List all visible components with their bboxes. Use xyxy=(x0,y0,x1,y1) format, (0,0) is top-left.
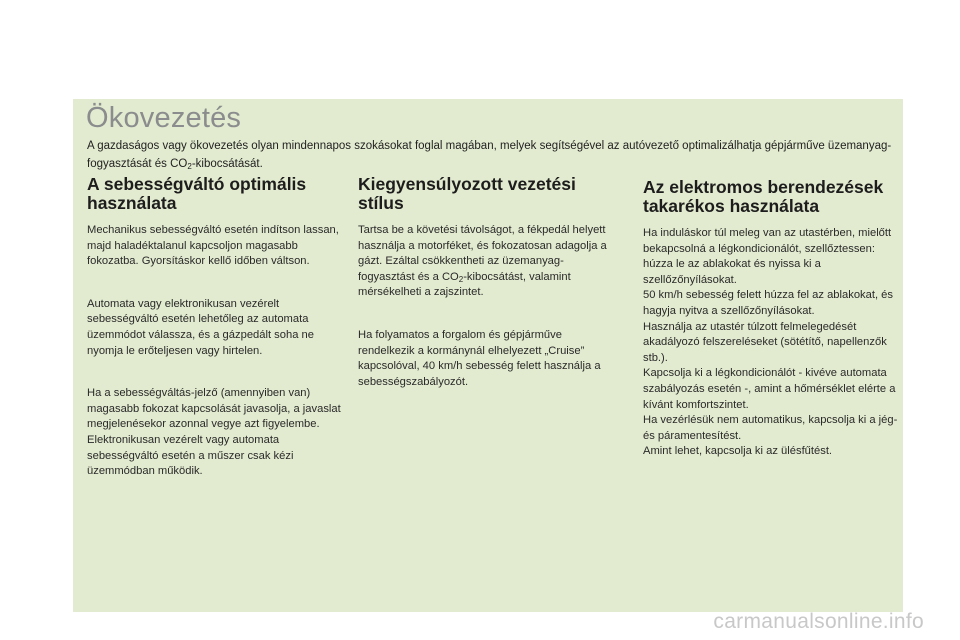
intro-paragraph xyxy=(87,138,897,173)
sunshade-text: Használja az utastér túlzott felmelegedését akadályozó felszereléseket (sötétítő, napellenzők stb.). xyxy=(643,320,887,364)
watermark: carmanualsonline.info xyxy=(713,610,924,633)
section-electrical xyxy=(643,175,905,460)
co2-subscript: 2 xyxy=(187,161,192,171)
seat-heating-text: Amint lehet, kapcsolja ki az ülésfűtést. xyxy=(643,445,833,458)
gearshift-indicator-text: Ha a sebességváltás-jelző (amennyiben van) magasabb fokozat kapcsolását javasolja, a javaslat megjelenésekor azonnal vegye azt figyelembe. xyxy=(87,387,341,431)
driving-style-text: Tartsa be a követési távolságot, a fékpedál helyett használja a motorféket, és fokozatosan adagolja a gázt. Ezáltal csökkentheti az üzemanyag-fogyasztást és a CO xyxy=(358,224,607,283)
demisting-text: Ha vezérlésük nem automatikus, kapcsolja ki a jég- és páramentesítést. xyxy=(643,414,898,442)
driving-style-text-end: -kibocsátást, valamint mérsékelheti a zajszintet. xyxy=(358,270,571,299)
co2-subscript: 2 xyxy=(458,274,464,284)
windows-text: 50 km/h sebesség felett húzza fel az ablakokat, és hagyja nyitva a szellőzőnyílásokat. xyxy=(643,289,893,317)
gearshift-indicator-note: Elektronikusan vezérelt vagy automata sebességváltó esetén a műszer csak kézi üzemmódban működik. xyxy=(87,433,294,478)
gearshift-indicator-paragraph xyxy=(87,386,342,480)
ventilation-text: Ha induláskor túl meleg van az utastérben, mielőtt bekapcsolná a légkondicionálót, szellőztessen: húzza le az ablakokat és nyissa ki a szellőzőnyílásokat. xyxy=(643,227,892,286)
page-title: Ökovezetés xyxy=(86,102,242,134)
intro-text-end: -kibocsátását. xyxy=(191,157,263,170)
cruise-control-paragraph: Ha folyamatos a forgalom és gépjárműve rendelkezik a kormánynál elhelyezett „Cruise” kapcsolóval, 40 km/h sebesség felett használja a sebességszabályozót. xyxy=(358,328,601,388)
section-electrical-heading: Az elektromos berendezések takarékos használata xyxy=(643,177,884,216)
driving-style-paragraph xyxy=(358,223,620,301)
section-driving-style-heading: Kiegyensúlyozott vezetési stílus xyxy=(358,174,576,213)
section-gearbox-heading: A sebességváltó optimális használata xyxy=(87,174,307,213)
section-gearbox xyxy=(87,175,342,480)
gearbox-manual-paragraph: Mechanikus sebességváltó esetén indítson lassan, majd haladéktalanul kapcsoljon magasabb fokozatba. Gyorsításkor kellő időben váltson. xyxy=(87,224,339,268)
electrical-paragraph xyxy=(643,226,905,460)
intro-text: A gazdaságos vagy ökovezetés olyan mindennapos szokásokat foglal magában, melyek segítségével az autóvezető optimalizálhatja gépjárműve üzemanyag-fogyasztását és CO xyxy=(87,140,892,170)
gearbox-automatic-paragraph: Automata vagy elektronikusan vezérelt sebességváltó esetén lehetőleg az automata üzemmódot válassza, és a gázpedált soha ne nyomja le erőteljesen vagy hirtelen. xyxy=(87,297,314,357)
air-conditioning-text: Kapcsolja ki a légkondicionálót - kivéve automata szabályozás esetén -, amint a hőmérséklet elérte a kívánt komfortszintet. xyxy=(643,367,896,411)
section-driving-style xyxy=(358,175,620,390)
